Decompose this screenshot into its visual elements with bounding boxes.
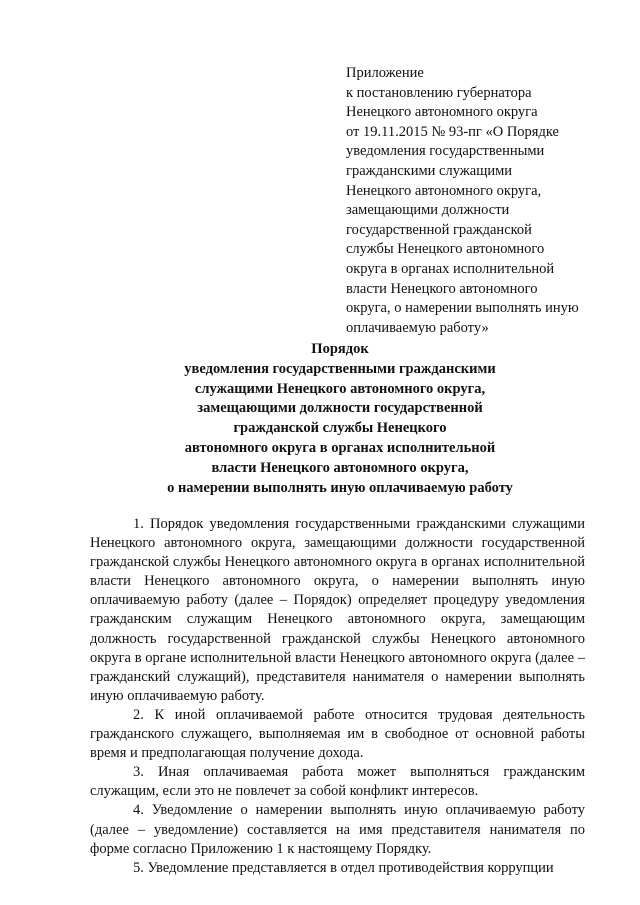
title-line: автономного округа в органах исполнительной (184, 439, 496, 456)
appendix-line: Ненецкого автономного округа (346, 104, 538, 121)
appendix-line: Приложение (346, 65, 424, 81)
paragraph-1: 1. Порядок уведомления государственными гражданскими служащими Ненецкого автономного округа, замещающими должности государственной гражданской службы Ненецкого автономного округа в органах исполнительной власти Ненецкого автономного округа, о намерении выполнять иную оплачиваемую работу (далее – Порядок) определяет процедуру уведомления гражданским служащим Ненецкого автономного округа, замещающим должность государственной гражданской службы Ненецкого автономного округа в органе исполнительной власти Ненецкого автономного округа (далее – гражданский служащий), представителя нанимателя о намерении выполнять иную оплачиваемую работу. (90, 516, 585, 704)
title-line: Порядок (311, 341, 369, 357)
appendix-line: государственной гражданской (346, 221, 532, 238)
appendix-line: Ненецкого автономного округа, (346, 182, 542, 199)
title-line: власти Ненецкого автономного округа, (211, 459, 469, 476)
appendix-line: округа, о намерении выполнять иную (346, 300, 579, 317)
appendix-line: к постановлению губернатора (346, 84, 532, 101)
title-line: уведомления государственными гражданскими (184, 360, 496, 377)
document-title (80, 340, 600, 498)
title-line: о намерении выполнять иную оплачиваемую работу (167, 479, 513, 496)
appendix-line: от 19.11.2015 № 93-пг «О Порядке (346, 123, 559, 140)
appendix-line: гражданскими служащими (346, 162, 513, 179)
paragraph-3: 3. Иная оплачиваемая работа может выполняться гражданским служащим, если это не повлечет за собой конфликт интересов. (90, 764, 585, 800)
appendix-block (346, 64, 616, 338)
title-line: гражданской службы Ненецкого (233, 420, 447, 437)
appendix-line: службы Ненецкого автономного (346, 241, 545, 258)
title-line: служащими Ненецкого автономного округа, (194, 380, 486, 397)
title-line: замещающими должности государственной (197, 400, 483, 417)
appendix-line: замещающими должности (346, 202, 510, 219)
paragraph-4: 4. Уведомление о намерении выполнять иную оплачиваемую работу (далее – уведомление) составляется на имя представителя нанимателя по форме согласно Приложению 1 к настоящему Порядку. (90, 802, 585, 857)
paragraph-2: 2. К иной оплачиваемой работе относится трудовая деятельность гражданского служащего, выполняемая им в свободное от основной работы время и предполагающая получение дохода. (90, 706, 585, 762)
appendix-line: уведомления государственными (346, 143, 545, 160)
document-body (90, 515, 585, 878)
appendix-line: власти Ненецкого автономного (346, 280, 538, 297)
appendix-line: округа в органах исполнительной (346, 260, 555, 277)
appendix-line: оплачиваемую работу» (346, 319, 489, 336)
paragraph-5: 5. Уведомление представляется в отдел противодействия коррупции (133, 859, 554, 876)
